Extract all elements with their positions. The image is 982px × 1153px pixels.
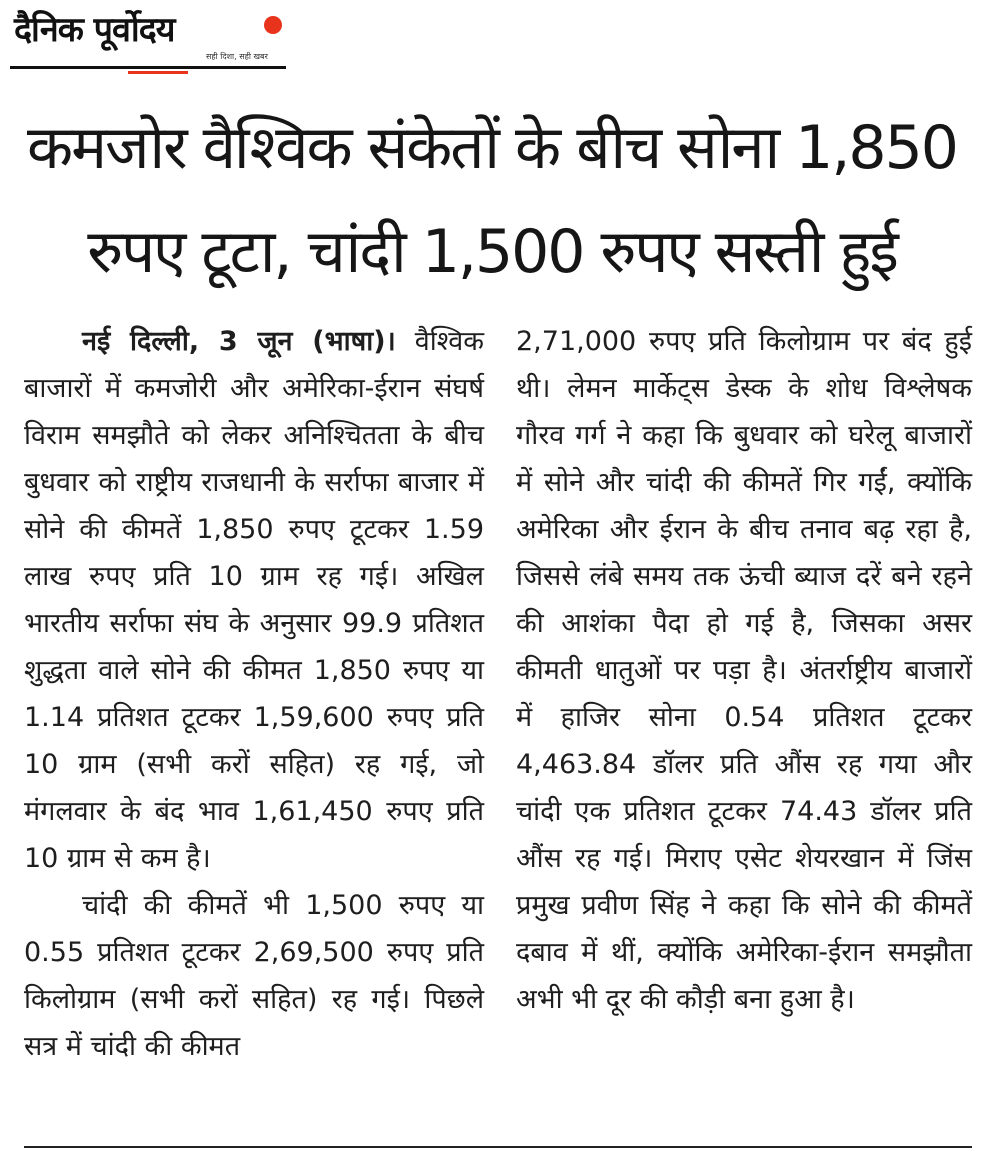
logo-accent-bar — [128, 71, 188, 74]
logo-tagline: सही दिशा, सही खबर — [206, 52, 268, 61]
logo-wordmark: दैनिक पूर्वोदय — [14, 10, 175, 50]
logo-red-dot — [264, 16, 282, 34]
article-paragraph-2-continued: 2,71,000 रुपए प्रति किलोग्राम पर बंद हुई थी। लेमन मार्केट्स डेस्क के शोध विश्लेषक गौरव गर्ग ने कहा कि बुधवार को घरेलू बाजारों में सोने और चांदी की कीमतें गिर गईं, क्योंकि अमेरिका और ईरान के बीच तनाव बढ़ रहा है, जिससे लंबे समय तक ऊंची ब्याज दरें बने रहने की आशंका पैदा हो गई है, जिसका असर कीमती धातुओं पर पड़ा है। अंतर्राष्ट्रीय बाजारों में हाजिर सोना 0.54 प्रतिशत टूटकर 4,463.84 डॉलर प्रति औंस रह गया और चांदी एक प्रतिशत टूटकर 74.43 डॉलर प्रति औंस रह गई। मिराए एसेट शेयरखान में जिंस प्रमुख प्रवीण सिंह ने कहा कि सोने की कीमतें दबाव में थीं, क्योंकि अमेरिका-ईरान समझौता अभी भी दूर की कौड़ी बना हुआ है। — [516, 326, 972, 1015]
article-paragraph-1-text: वैश्विक बाजारों में कमजोरी और अमेरिका-ईरान संघर्ष विराम समझौते को लेकर अनिश्चितता के बीच बुधवार को राष्ट्रीय राजधानी के सर्राफा बाजार में सोने की कीमतें 1,850 रुपए टूटकर 1.59 लाख रुपए प्रति 10 ग्राम रह गई। अखिल भारतीय सर्राफा संघ के अनुसार 99.9 प्रतिशत शुद्धता वाले सोने की कीमत 1,850 रुपए या 1.14 प्रतिशत टूटकर 1,59,600 रुपए प्रति 10 ग्राम (सभी करों सहित) रह गई, जो मंगलवार के बंद भाव 1,61,450 रुपए प्रति 10 ग्राम से कम है। — [24, 326, 484, 874]
article-dateline: नई दिल्ली, 3 जून (भाषा)। — [82, 326, 396, 357]
article-paragraph-1 — [24, 318, 484, 882]
column-gutter — [500, 328, 501, 1138]
article-column-right — [516, 318, 972, 1023]
article-paragraph-2-start: चांदी की कीमतें भी 1,500 रुपए या 0.55 प्रतिशत टूटकर 2,69,500 रुपए प्रति किलोग्राम (सभी करों सहित) रह गई। पिछले सत्र में चांदी की कीमत — [24, 890, 484, 1062]
article-column-left — [24, 318, 484, 1070]
bottom-rule — [24, 1146, 972, 1148]
article-headline: कमजोर वैश्विक संकेतों के बीच सोना 1,850 रुपए टूटा, चांदी 1,500 रुपए सस्ती हुई — [27, 113, 957, 287]
logo-underline — [10, 66, 286, 69]
newspaper-logo — [10, 6, 286, 72]
